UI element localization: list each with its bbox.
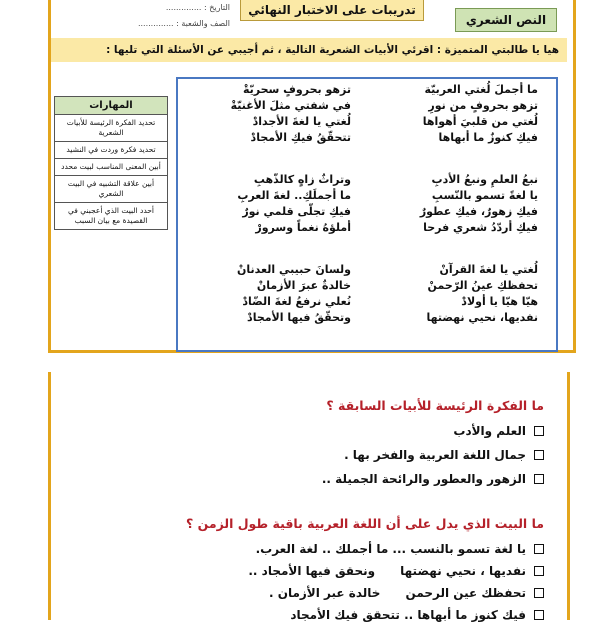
worksheet-frame-left: [48, 372, 51, 620]
checkbox-icon[interactable]: [534, 450, 544, 460]
option-label: نفديها ، نحيي نهضتها ونحقق فيها الأمجاد ..: [248, 564, 526, 578]
worksheet-frame-right: [567, 372, 570, 620]
verse-right: تحفظكِ عينُ الرّحمنْ: [427, 279, 538, 292]
instruction-banner: هيا يا طالبتي المتميزة : اقرئي الأبيات الشعرية التالية ، ثم أجيبي عن الأسئلة التي تليها :: [51, 38, 567, 62]
skills-header: المهارات: [55, 97, 167, 115]
verse-right: يا لغةً تسمو بالنّسبِ: [431, 189, 538, 202]
verse-left: نُعلي نرفعُ لغةَ الضّادْ: [242, 295, 351, 308]
verse-right: فيكِ أردّدُ شعري فرحا: [423, 221, 538, 234]
question-2: ما البيت الذي يدل على أن اللغة العربية باقية طول الزمن ؟: [186, 516, 544, 531]
option[interactable]: [344, 448, 544, 462]
skill-item: أبين المعنى المناسب لبيت محدد: [55, 159, 167, 176]
option-label: يا لغة تسمو بالنسب ... ما أجملك .. لغة العرب.: [255, 542, 526, 556]
verse-right: تزهو بحروفٍ من نورِ: [428, 99, 538, 112]
option-label: جمال اللغة العربية والفخر بها .: [344, 448, 526, 462]
verse-right: هيّا هيّا يا أولادْ: [461, 295, 538, 308]
verse-right: نبعُ العلمِ ونبعُ الأدبِ: [431, 173, 538, 186]
verse-left: ولسانَ حبيبي العدنانْ: [237, 263, 351, 276]
verse-left: خالدةٌ عبرَ الأزمانْ: [256, 279, 351, 292]
verse-left: في شفتي مثلَ الأغنيّةْ: [230, 99, 351, 112]
verse-left: تتحقّقُ فيكِ الأمجادْ: [250, 131, 351, 144]
option[interactable]: [453, 424, 544, 438]
verse-right: ما أجملَ لُغتي العربيّة: [424, 83, 538, 96]
option-label: الزهور والعطور والرائحة الجميلة ..: [321, 472, 526, 486]
verse-left: أملؤهُ نغماً وسرورْ: [255, 221, 351, 234]
verse-right: نفديها، نحيي نهضتها: [426, 311, 538, 324]
worksheet-title: تدريبات على الاختبار النهائي: [240, 0, 424, 21]
skill-item: أحدد البيت الذي أعجبني في القصيدة مع بيان السبب: [68, 206, 154, 225]
checkbox-icon[interactable]: [534, 474, 544, 484]
checkbox-icon[interactable]: [534, 544, 544, 554]
section-badge: النص الشعري: [455, 8, 557, 32]
skills-table: [54, 96, 168, 230]
option[interactable]: [248, 564, 544, 578]
skill-item: تحديد الفكرة الرئيسة للأبيات الشعرية: [55, 115, 167, 142]
verse-right: لُغتي من قلبيَ أهواها: [422, 115, 538, 128]
class-field[interactable]: الصف والشعبة : ..............: [137, 19, 230, 28]
verse-right: لُغتي يا لغةَ القرآنْ: [439, 263, 538, 276]
verse-left: فيكِ تجلّى قلمي نورٌ: [242, 205, 351, 218]
checkbox-icon[interactable]: [534, 566, 544, 576]
option[interactable]: [322, 472, 544, 486]
checkbox-icon[interactable]: [534, 588, 544, 598]
verse-right: فيكِ زهورٌ، فيكِ عطورٌ: [419, 205, 538, 218]
option[interactable]: [269, 586, 544, 600]
verse-left: لُغتي يا لغةَ الأجدادْ: [252, 115, 351, 128]
question-1: ما الفكرة الرئيسة للأبيات السابقة ؟: [326, 398, 544, 413]
checkbox-icon[interactable]: [534, 610, 544, 620]
header-fields: [80, 0, 230, 32]
verse-left: تزهو بحروفٍ سحريّةْ: [242, 83, 351, 96]
option-label: فيك كنوز ما أبهاها .. تتحقق فيك الأمجاد: [290, 608, 526, 622]
option-label: العلم والأدب: [453, 424, 526, 438]
poem-box: [176, 77, 558, 352]
checkbox-icon[interactable]: [534, 426, 544, 436]
option-label: تحفظك عين الرحمن خالدة عبر الأزمان .: [268, 586, 526, 600]
verse-right: فيكِ كنوزٌ ما أبهاها: [438, 131, 538, 144]
verse-left: وتراثٌ زاهٍ كالذّهبِ: [253, 173, 351, 186]
option[interactable]: [256, 542, 544, 556]
verse-left: ما أجملَكِ.. لغةَ العربِ: [237, 189, 351, 202]
date-field[interactable]: التاريخ : ..............: [165, 3, 230, 12]
skill-item: أبين علاقة التشبيه في البيت الشعري: [55, 176, 167, 203]
verse-left: وتحقّقُ فيها الأمجادْ: [247, 311, 351, 324]
skill-item: تحديد فكرة وردت في النشيد: [55, 142, 167, 159]
